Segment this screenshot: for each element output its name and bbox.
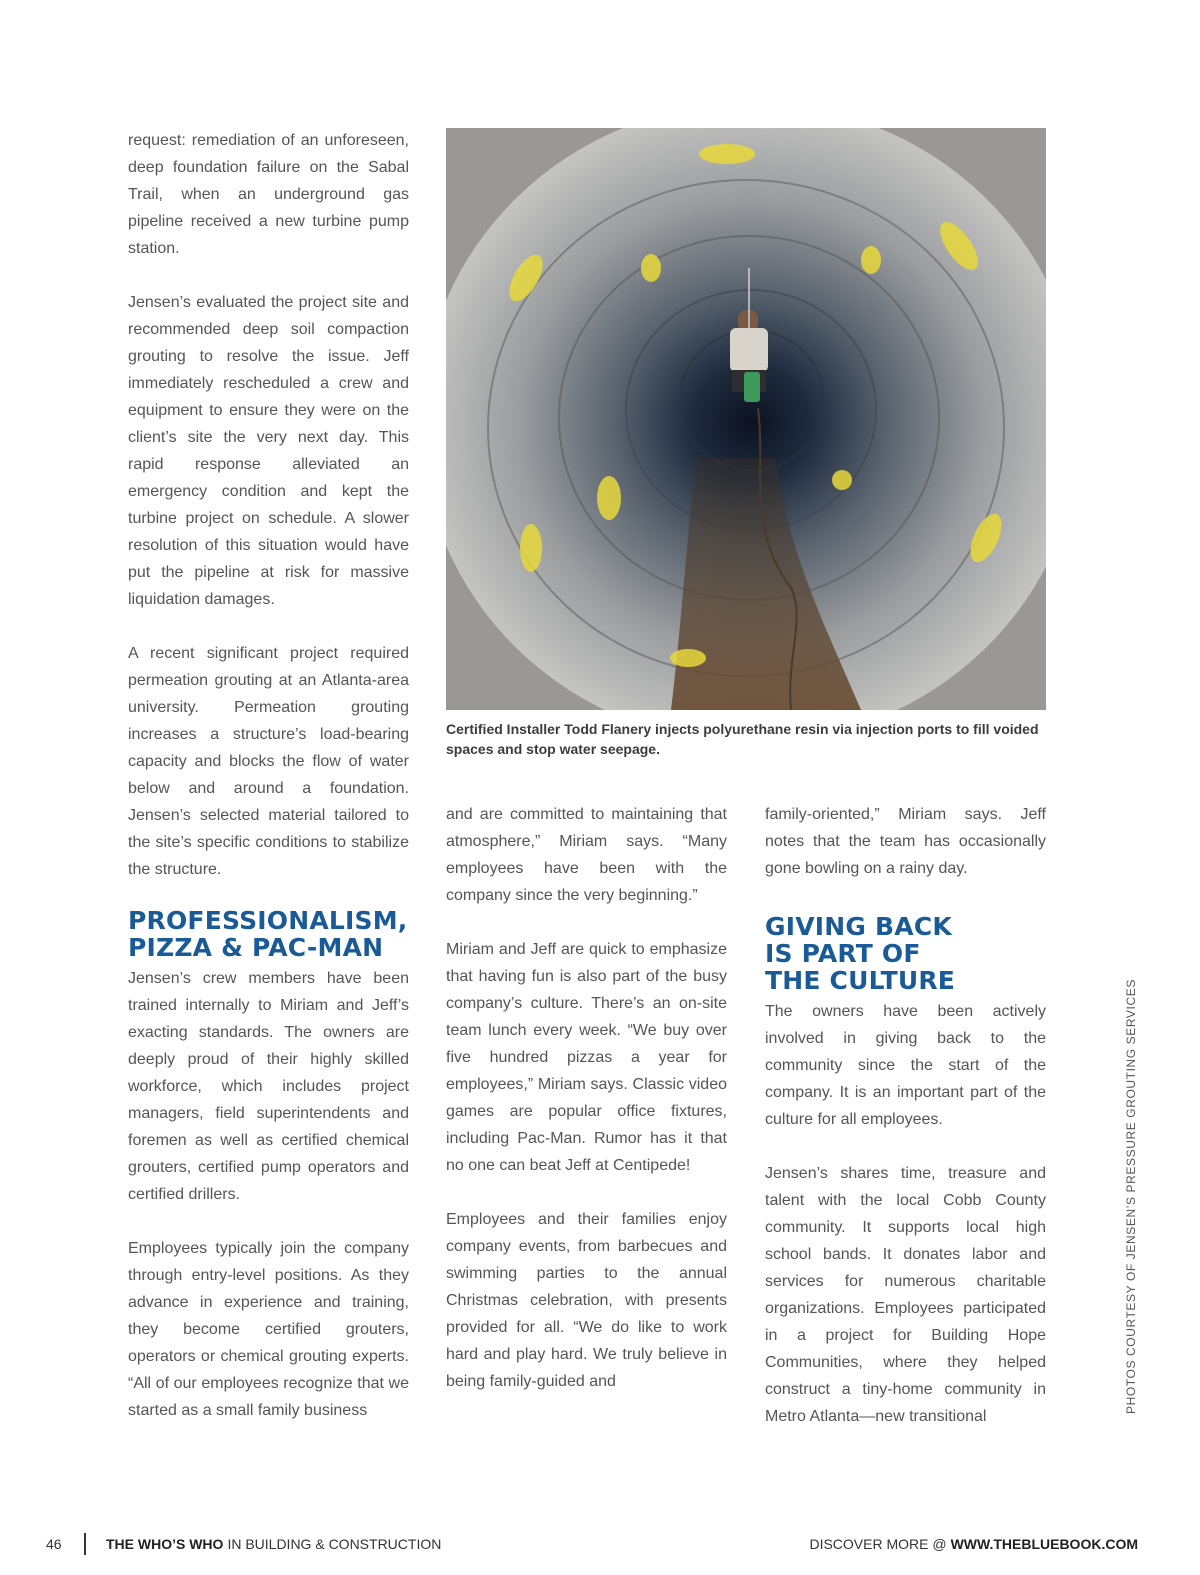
photo-caption: Certified Installer Todd Flanery injects polyurethane resin via injection ports to fill voided spaces and stop water seepage. bbox=[446, 721, 1039, 757]
paragraph: family-oriented,” Miriam says. Jeff notes that the team has occasionally gone bowling on a rainy day. bbox=[765, 806, 1046, 877]
pipe-photo-illustration bbox=[446, 128, 1046, 710]
paragraph: Jensen’s shares time, treasure and talent with the local Cobb County community. It supports local high school bands. It donates labor and services for numerous charitable organizations. Employees participated in a project for Building Hope Communities, where they helped construct a tiny-home community in Metro Atlanta—new transitional bbox=[765, 1165, 1046, 1425]
heading-line: PROFESSIONALISM, bbox=[128, 906, 408, 935]
paragraph: Jensen’s evaluated the project site and recommended deep soil compaction grouting to resolve the issue. Jeff immediately rescheduled a crew and equipment to ensure they were on the client’s site the very next day. This rapid response alleviated an emergency condition and kept the turbine project on schedule. A slower resolution of this situation would have put the pipeline at risk for massive liquidation damages. bbox=[128, 294, 409, 608]
footer-left bbox=[46, 1533, 441, 1555]
paragraph: Miriam and Jeff are quick to emphasize that having fun is also part of the busy company’s culture. There’s an on-site team lunch every week. “We buy over five hundred pizzas a year for employees,” Miriam says. Classic video games are popular office fixtures, including Pac-Man. Rumor has it that no one can beat Jeff at Centipede! bbox=[446, 941, 727, 1174]
website-link[interactable]: WWW.THEBLUEBOOK.COM bbox=[950, 1536, 1138, 1552]
heading-line: THE CULTURE bbox=[765, 966, 956, 995]
paragraph: Employees and their families enjoy company events, from barbecues and swimming parties to the annual Christmas celebration, with presents provided for all. “We do like to work hard and play hard. We truly believe in being family-guided and bbox=[446, 1211, 727, 1390]
section-heading-professionalism bbox=[128, 907, 409, 961]
publication-name: THE WHO’S WHO bbox=[106, 1536, 224, 1552]
footer-right bbox=[809, 1533, 1138, 1555]
paragraph: A recent significant project required permeation grouting at an Atlanta-area university. Permeation grouting increases a structure’s load-bearing capacity and blocks the flow of water below and around a foundation. Jensen’s selected material tailored to the site’s specific conditions to stabilize the structure. bbox=[128, 645, 409, 878]
paragraph: Employees typically join the company through entry-level positions. As they advance in experience and training, they become certified grouters, operators or chemical grouting experts. “All of our employees recognize that we started as a small family business bbox=[128, 1240, 409, 1419]
paragraph: request: remediation of an unforeseen, deep foundation failure on the Sabal Trail, when an underground gas pipeline received a new turbine pump station. bbox=[128, 132, 409, 257]
paragraph: The owners have been actively involved in giving back to the community since the start of the company. It is an important part of the culture for all employees. bbox=[765, 1003, 1046, 1128]
heading-line: PIZZA & PAC-MAN bbox=[128, 933, 384, 962]
heading-line: IS PART OF bbox=[765, 939, 921, 968]
page-number: 46 bbox=[46, 1536, 62, 1552]
paragraph: and are committed to maintaining that atmosphere,” Miriam says. “Many employees have been with the company since the very beginning.” bbox=[446, 806, 727, 904]
article-column-2 bbox=[446, 801, 727, 1395]
paragraph: Jensen’s crew members have been trained internally to Miriam and Jeff’s exacting standards. The owners are deeply proud of their highly skilled workforce, which includes project managers, field superintendents and foremen as well as certified chemical grouters, certified pump operators and certified drillers. bbox=[128, 970, 409, 1203]
discover-label: DISCOVER MORE @ bbox=[809, 1536, 947, 1552]
article-column-3 bbox=[765, 801, 1046, 1430]
article-column-1 bbox=[128, 127, 409, 1424]
section-heading-giving-back bbox=[765, 913, 1046, 994]
pipe-interior-photo bbox=[446, 128, 1046, 710]
footer-divider bbox=[84, 1533, 86, 1555]
photo-credit: PHOTOS COURTESY OF JENSEN’S PRESSURE GROUTING SERVICES bbox=[1124, 979, 1138, 1414]
heading-line: GIVING BACK bbox=[765, 912, 952, 941]
publication-subtitle: IN BUILDING & CONSTRUCTION bbox=[227, 1536, 442, 1552]
